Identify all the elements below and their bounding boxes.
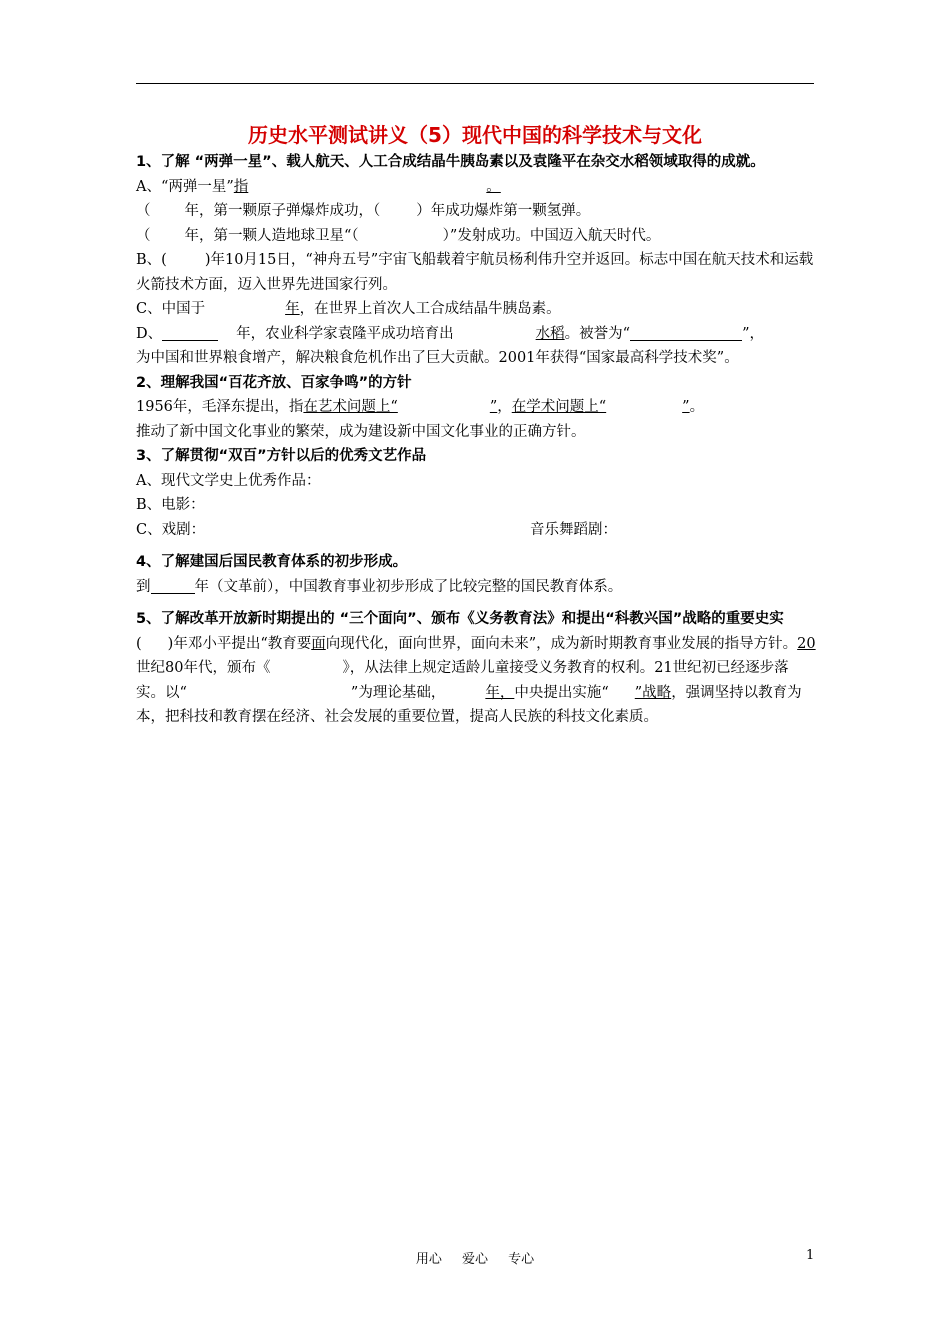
section-2-heading: 2、理解我国“百花齐放、百家争鸣”的方针: [136, 374, 412, 391]
text: 年（文革前），中国教育事业初步形成了比较完整的国民教育体系。: [194, 578, 623, 595]
s1-line-satellite: [136, 224, 816, 249]
text: ”，: [742, 325, 764, 342]
text: ”: [682, 399, 690, 415]
text: (: [136, 635, 142, 652]
text: 为中国和世界粮食增产，解决粮食危机作出了巨大贡献。2001年获得“国家最高科学技术奖”。: [136, 350, 739, 366]
text: （: [136, 227, 151, 244]
text: ”为理论基础，: [350, 684, 446, 701]
text: ，在世界上首次人工合成结晶牛胰岛素。: [299, 301, 561, 317]
text: )年邓小平提出“教育要: [167, 635, 312, 652]
footer-text: 专心: [508, 1252, 535, 1267]
text: B、(: [136, 252, 167, 268]
text: 年，农业科学家袁隆平成功培育出: [236, 325, 454, 342]
s4-line: [136, 575, 816, 600]
blank: [151, 578, 195, 594]
text: D、: [136, 325, 163, 342]
text: 》，从法律上规定适龄儿童接受义务教育的权利。21世纪初已经逐步落实。以“: [136, 660, 789, 701]
footer-text: 用心: [415, 1252, 442, 1267]
s1-line-bomb: [136, 199, 816, 224]
academic-blank: [512, 399, 690, 415]
year-blank: [205, 301, 300, 317]
text: A、“两弹一星”: [136, 178, 234, 195]
s1-line-a: [136, 175, 816, 200]
text: 年，第一颗原子弹爆炸成功，（: [184, 203, 381, 219]
footer-text: 爱心: [461, 1252, 488, 1267]
text: 。被誉为“: [564, 325, 631, 342]
section-3-heading: 3、了解贯彻“双百”方针以后的优秀文艺作品: [136, 448, 427, 464]
document-body: [136, 150, 816, 730]
s3-line-a: A、现代文学史上优秀作品：: [136, 472, 321, 489]
s2-line-1: [136, 395, 816, 444]
text: )年10月15日，“神舟五号”宇宙飞船载着宇航员杨利伟升空并返回。标志中国在航天技术和运载火箭技术方面，迈入世界先进国家行列。: [136, 252, 814, 293]
s5-paragraph: [136, 632, 816, 730]
theory-blank: [187, 685, 351, 701]
text: 指: [233, 178, 249, 195]
s1-line-b: [136, 248, 816, 297]
text: 世纪80年代，颁布《: [136, 660, 271, 676]
text: 到: [136, 578, 151, 595]
text: ”: [489, 399, 498, 415]
underlined-text: 面: [311, 635, 326, 652]
text: C、中国于: [136, 301, 206, 317]
section-1-heading: 1、了解 “两弹一星”、载人航天、人工合成结晶牛胰岛素以及袁隆平在杂交水稻领域取得的成就。: [136, 154, 765, 170]
blank: [630, 325, 742, 341]
art-blank: [303, 399, 497, 415]
s3-line-c: [136, 518, 816, 543]
underlined-zhi: [234, 179, 511, 195]
header-rule: [136, 83, 814, 84]
text: C、戏剧：: [136, 521, 206, 538]
strategy-blank: [609, 685, 671, 701]
text: ，: [497, 399, 512, 415]
blank: [162, 325, 218, 341]
text: 1956年，毛泽东提出，指: [136, 399, 304, 415]
text: 推动了新中国文化事业的繁荣，成为建设新中国文化事业的正确方针。: [136, 423, 586, 440]
underlined-text: 20: [797, 635, 816, 652]
text: 向现代化，面向世界，面向未来”，成为新时期教育事业发展的指导方针。: [325, 635, 798, 652]
text: 在艺术问题上“: [303, 399, 398, 415]
text: 。: [689, 399, 705, 415]
text: 年，: [485, 684, 515, 701]
text: （: [136, 203, 151, 219]
section-4-heading: 4、了解建国后国民教育体系的初步形成。: [136, 554, 408, 570]
page-number: 1: [806, 1248, 815, 1263]
s1-line-c: [136, 297, 816, 322]
text: ）”发射成功。中国迈入航天时代。: [442, 227, 661, 244]
text: 年，第一颗人造地球卫星“（: [184, 227, 359, 244]
year-blank: [445, 685, 514, 701]
rice-blank: [454, 326, 565, 342]
text: 年: [285, 301, 300, 317]
text: 水稻: [535, 325, 565, 342]
page-title: 历史水平测试讲义（5）现代中国的科学技术与文化: [248, 123, 702, 147]
section-5-heading: 5、了解改革开放新时期提出的 “三个面向”、颁布《义务教育法》和提出“科教兴国”战略的重要史实: [136, 611, 784, 627]
text: 中央提出实施“: [514, 684, 609, 701]
text: 音乐舞蹈剧：: [530, 521, 617, 538]
s1-line-d: [136, 322, 816, 371]
text: 在学术问题上“: [511, 399, 607, 415]
text: ）年成功爆炸第一颗氢弹。: [416, 203, 591, 219]
s3-line-b: B、电影：: [136, 497, 205, 513]
text: ”战略: [634, 684, 672, 701]
text: ，强调坚持以教育为本，把科技和教育摆在经济、社会发展的重要位置，提高人民族的科技文化素质。: [136, 684, 802, 725]
text: 。: [486, 178, 501, 195]
